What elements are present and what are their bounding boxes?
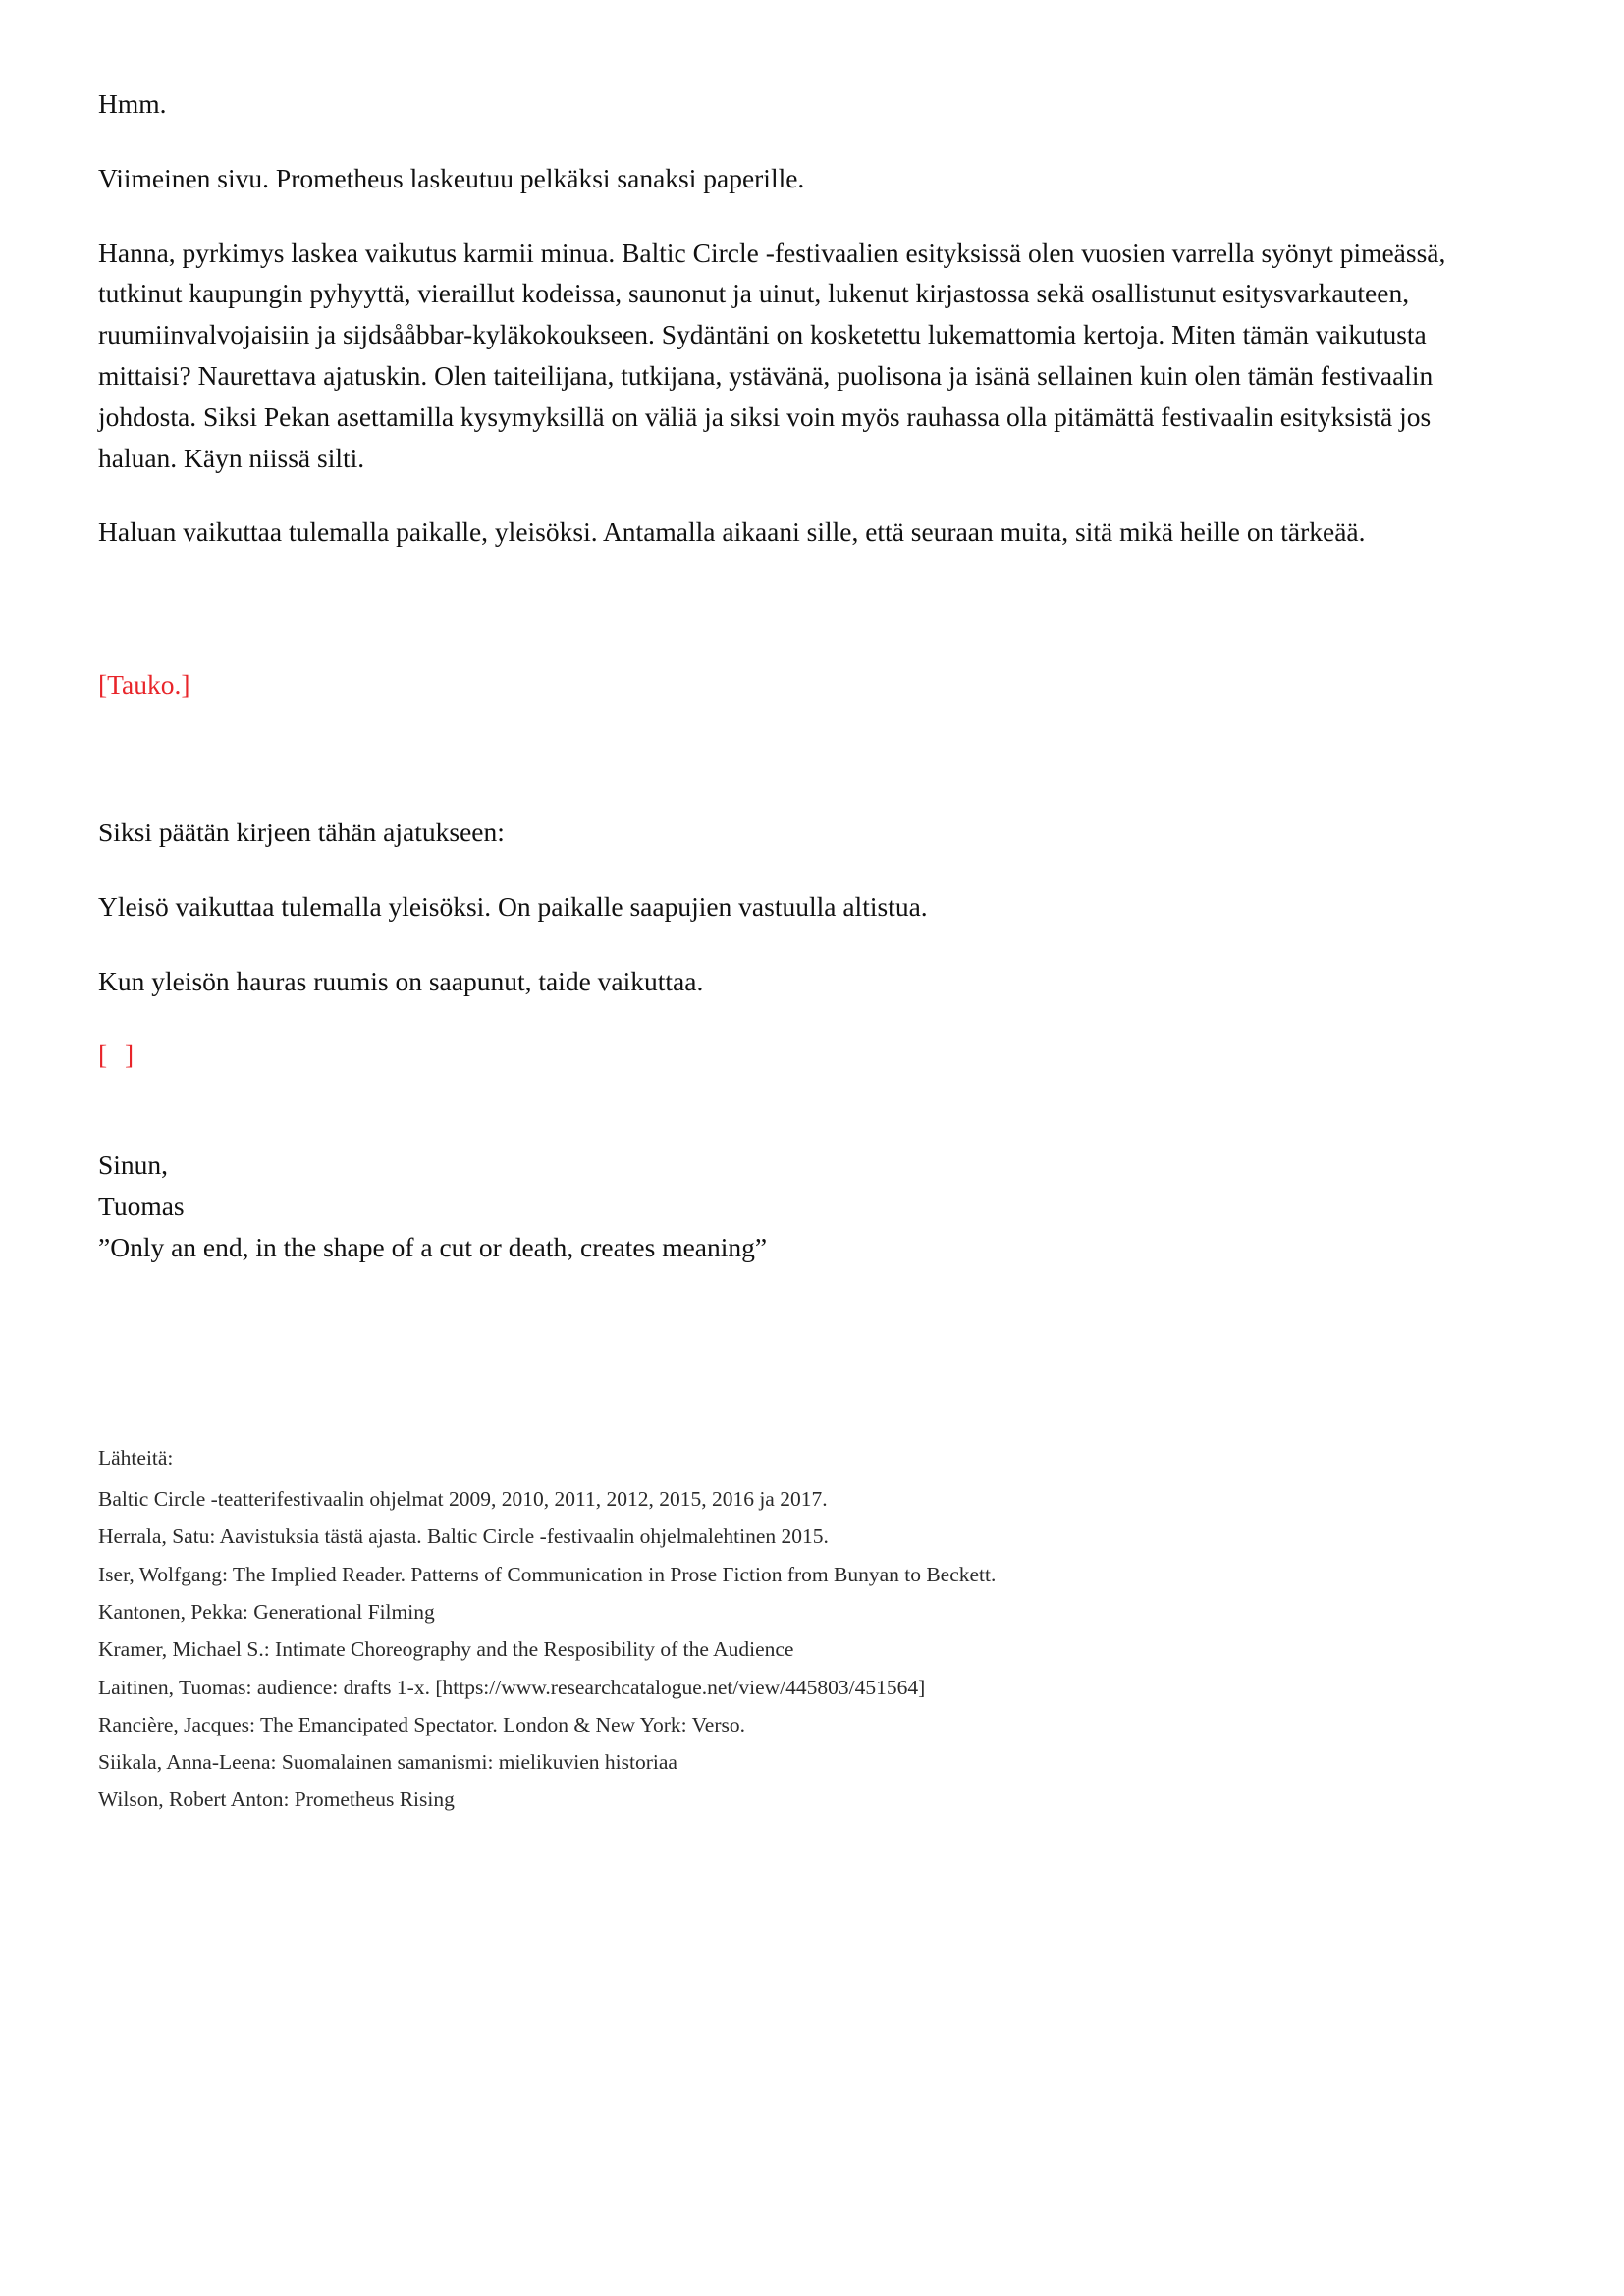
source-item-with-link[interactable]: Laitinen, Tuomas: audience: drafts 1-x. [https://www.researchcatalogue.net/view/445803/451564]: [98, 1675, 926, 1699]
source-item: Kramer, Michael S.: Intimate Choreography and the Resposibility of the Audience: [98, 1637, 794, 1662]
source-item: Wilson, Robert Anton: Prometheus Rising: [98, 1788, 455, 1812]
pause-marker: [Tauko.]: [98, 669, 190, 701]
paragraph-audience-responsibility: Yleisö vaikuttaa tulemalla yleisöksi. On paikalle saapujien vastuulla altistua.: [98, 890, 928, 922]
signoff-name: Tuomas: [98, 1190, 185, 1221]
source-item: Siikala, Anna-Leena: Suomalainen samanismi: mielikuvien historiaa: [98, 1750, 677, 1775]
signoff-quote: ”Only an end, in the shape of a cut or death, creates meaning”: [98, 1231, 768, 1262]
paragraph-audience-presence: Haluan vaikuttaa tulemalla paikalle, yleisöksi. Antamalla aikaani sille, että seuraan muita, sitä mikä heille on tärkeää.: [98, 516, 1366, 548]
paragraph-fragile-body: Kun yleisön hauras ruumis on saapunut, taide vaikuttaa.: [98, 965, 704, 996]
signoff-salutation: Sinun,: [98, 1149, 169, 1181]
source-item: Rancière, Jacques: The Emancipated Spectator. London & New York: Verso.: [98, 1712, 745, 1736]
paragraph-closing-intro: Siksi päätän kirjeen tähän ajatukseen:: [98, 816, 505, 847]
source-item: Iser, Wolfgang: The Implied Reader. Patterns of Communication in Prose Fiction from Bunyan to Beckett.: [98, 1562, 997, 1586]
signoff-block: [98, 1145, 1508, 1267]
spacer-before-pause: [98, 608, 1508, 665]
spacer-before-signoff: [98, 1109, 1508, 1145]
paragraph-last-page: Viimeinen sivu. Prometheus laskeutuu pelkäksi sanaksi paperille.: [98, 162, 805, 193]
sources-title: Lähteitä:: [98, 1445, 174, 1469]
spacer-after-pause: [98, 739, 1508, 812]
source-item: Kantonen, Pekka: Generational Filming: [98, 1599, 435, 1624]
paragraph-hmm: Hmm.: [98, 88, 167, 119]
source-item: Herrala, Satu: Aavistuksia tästä ajasta. Baltic Circle -festivaalin ohjelmalehtinen 2015.: [98, 1524, 829, 1549]
empty-bracket-marker: [ ]: [98, 1040, 139, 1071]
paragraph-hanna-letter: Hanna, pyrkimys laskea vaikutus karmii minua. Baltic Circle -festivaalien esityksissä olen vuosien varrella syönyt pimeässä, tutkinut kaupungin pyhyyttä, vieraillut kodeissa, saunonut ja uinut, lukenut kirjastossa sekä osallistunut esitysvarkauteen, ruumiinvalvojaisiin ja sijdsååbbar-kyläkokoukseen. Sydäntäni on kosketettu lukemattomia kertoja. Miten tämän vaikutusta mittaisi? Naurettava ajatuskin. Olen taiteilijana, tutkijana, ystävänä, puolisona ja isänä sellainen kuin olen tämän festivaalin johdosta. Siksi Pekan asettamilla kysymyksillä on väliä ja siksi voin myös rauhassa olla pitämättä festivaalin esityksistä jos haluan. Käyn niissä silti.: [98, 237, 1446, 473]
source-item: Baltic Circle -teatterifestivaalin ohjelmat 2009, 2010, 2011, 2012, 2015, 2016 ja 2017.: [98, 1487, 828, 1512]
sources-section: [98, 1440, 1508, 1819]
